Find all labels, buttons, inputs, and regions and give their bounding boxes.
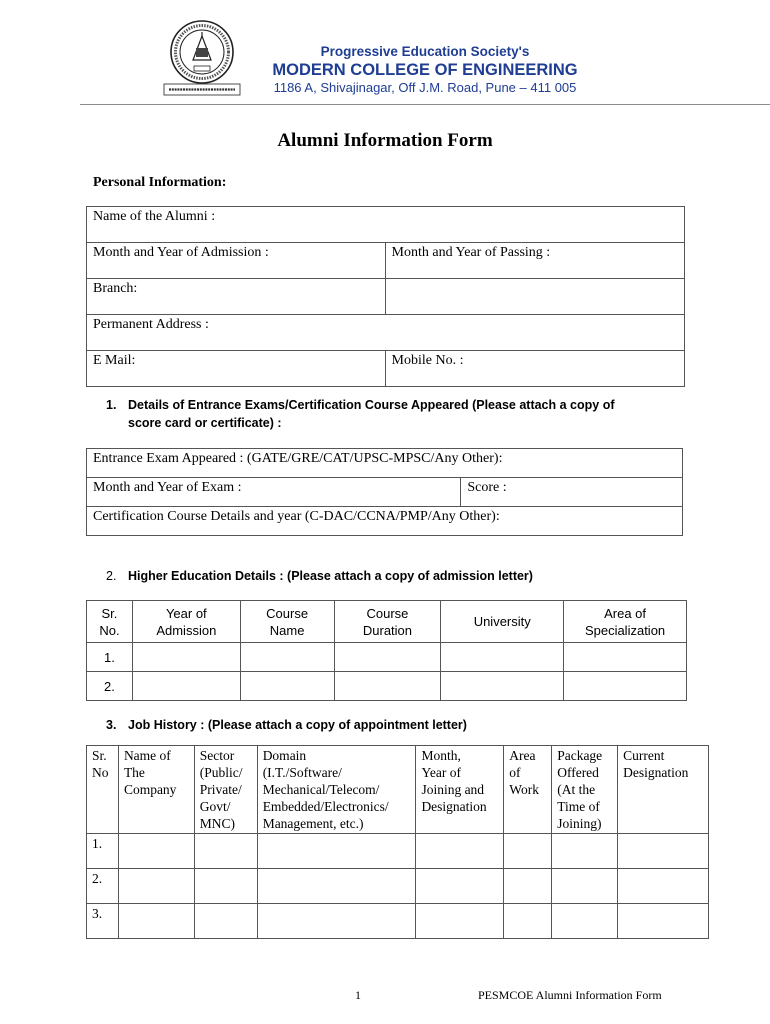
table-cell[interactable] xyxy=(441,672,564,701)
section1-title: Details of Entrance Exams/Certification Course Appeared (Please attach a copy of xyxy=(128,398,615,412)
exam-date-field[interactable]: Month and Year of Exam : xyxy=(87,478,461,507)
entrance-exam-table xyxy=(86,448,683,536)
col-current-designation: Current Designation xyxy=(618,746,709,834)
col-year-of-admission: Year of Admission xyxy=(132,601,240,643)
table-cell[interactable] xyxy=(240,643,334,672)
passing-date-field[interactable]: Month and Year of Passing : xyxy=(385,243,684,279)
entrance-exam-field[interactable]: Entrance Exam Appeared : (GATE/GRE/CAT/UPSC-MPSC/Any Other): xyxy=(87,449,683,478)
row-number: 3. xyxy=(87,904,119,939)
section3-title: Job History : (Please attach a copy of appointment letter) xyxy=(128,718,467,732)
table-row xyxy=(87,869,709,904)
branch-value-field[interactable] xyxy=(385,279,684,315)
table-cell[interactable] xyxy=(118,834,194,869)
table-cell[interactable] xyxy=(132,672,240,701)
table-cell[interactable] xyxy=(504,869,552,904)
score-field[interactable]: Score : xyxy=(461,478,683,507)
col-area-of-specialization: Area of Specialization xyxy=(564,601,687,643)
email-field[interactable]: E Mail: xyxy=(87,351,386,387)
table-cell[interactable] xyxy=(552,834,618,869)
table-row xyxy=(87,672,687,701)
society-name: Progressive Education Society's xyxy=(320,44,530,59)
personal-info-table xyxy=(86,206,685,387)
alumni-name-field[interactable]: Name of the Alumni : xyxy=(87,207,685,243)
table-cell[interactable] xyxy=(504,904,552,939)
table-cell[interactable] xyxy=(257,904,416,939)
row-number: 2. xyxy=(87,869,119,904)
table-cell[interactable] xyxy=(194,904,257,939)
permanent-address-field[interactable]: Permanent Address : xyxy=(87,315,685,351)
table-cell[interactable] xyxy=(416,834,504,869)
table-cell[interactable] xyxy=(416,904,504,939)
table-cell[interactable] xyxy=(132,643,240,672)
col-sr-no: Sr. No xyxy=(87,746,119,834)
mobile-field[interactable]: Mobile No. : xyxy=(385,351,684,387)
table-cell[interactable] xyxy=(416,869,504,904)
table-cell[interactable] xyxy=(334,672,441,701)
col-package: Package Offered (At the Time of Joining) xyxy=(552,746,618,834)
footer-doc-name: PESMCOE Alumni Information Form xyxy=(478,988,662,1002)
table-cell[interactable] xyxy=(194,834,257,869)
section2-heading xyxy=(106,567,533,585)
col-course-name: Course Name xyxy=(240,601,334,643)
table-cell[interactable] xyxy=(504,834,552,869)
col-domain: Domain (I.T./Software/ Mechanical/Telecom/ Embedded/Electronics/ Management, etc.) xyxy=(257,746,416,834)
table-cell[interactable] xyxy=(240,672,334,701)
certification-field[interactable]: Certification Course Details and year (C-DAC/CCNA/PMP/Any Other): xyxy=(87,507,683,536)
table-cell[interactable] xyxy=(334,643,441,672)
section1-number: 1. xyxy=(106,398,117,412)
section1-heading xyxy=(106,396,615,432)
row-number: 2. xyxy=(87,672,133,701)
college-name: MODERN COLLEGE OF ENGINEERING xyxy=(272,61,578,79)
section3-number: 3. xyxy=(106,718,117,732)
admission-date-field[interactable]: Month and Year of Admission : xyxy=(87,243,386,279)
table-cell[interactable] xyxy=(552,869,618,904)
table-cell[interactable] xyxy=(618,869,709,904)
table-cell[interactable] xyxy=(194,869,257,904)
table-cell[interactable] xyxy=(118,904,194,939)
page-number: 1 xyxy=(355,988,361,1002)
job-history-table xyxy=(86,745,709,939)
col-course-duration: Course Duration xyxy=(334,601,441,643)
table-cell[interactable] xyxy=(257,869,416,904)
form-title: Alumni Information Form xyxy=(277,130,493,151)
section2-number: 2. xyxy=(106,569,117,583)
row-number: 1. xyxy=(87,643,133,672)
table-cell[interactable] xyxy=(618,834,709,869)
col-joining: Month, Year of Joining and Designation xyxy=(416,746,504,834)
section1-title-cont: score card or certificate) : xyxy=(128,416,282,430)
table-cell[interactable] xyxy=(552,904,618,939)
personal-info-heading: Personal Information: xyxy=(93,175,227,190)
table-row xyxy=(87,904,709,939)
col-sr-no: Sr. No. xyxy=(87,601,133,643)
branch-field[interactable]: Branch: xyxy=(87,279,386,315)
table-cell[interactable] xyxy=(564,643,687,672)
table-row xyxy=(87,834,709,869)
row-number: 1. xyxy=(87,834,119,869)
table-cell[interactable] xyxy=(118,869,194,904)
section3-heading xyxy=(106,716,467,734)
college-logo-seal xyxy=(163,18,241,98)
section2-title: Higher Education Details : (Please attach a copy of admission letter) xyxy=(128,569,533,583)
college-address: 1186 A, Shivajinagar, Off J.M. Road, Pune – 411 005 xyxy=(273,80,577,95)
col-area-of-work: Area of Work xyxy=(504,746,552,834)
table-cell[interactable] xyxy=(441,643,564,672)
table-cell[interactable] xyxy=(618,904,709,939)
col-sector: Sector (Public/ Private/ Govt/ MNC) xyxy=(194,746,257,834)
higher-education-table xyxy=(86,600,687,701)
table-cell[interactable] xyxy=(257,834,416,869)
table-cell[interactable] xyxy=(564,672,687,701)
col-university: University xyxy=(441,601,564,643)
col-company-name: Name of The Company xyxy=(118,746,194,834)
table-row xyxy=(87,643,687,672)
header-divider xyxy=(80,104,770,105)
